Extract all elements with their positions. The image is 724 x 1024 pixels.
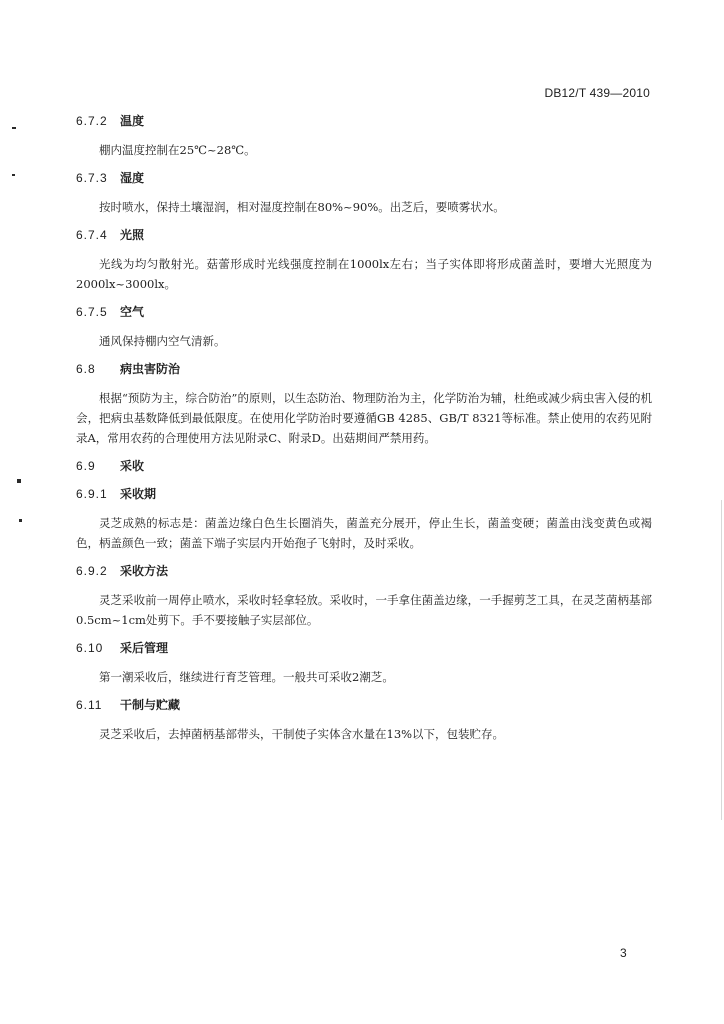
section-paragraph: 光线为均匀散射光。菇蕾形成时光线强度控制在1000lx左右；当子实体即将形成菌盖时，要增大光照度为2000lx~3000lx。: [76, 257, 652, 291]
section-paragraph: 第一潮采收后，继续进行育芝管理。一般共可采收2潮芝。: [99, 670, 394, 684]
section-number: 6.7.4: [76, 228, 108, 242]
section-title: 干制与贮藏: [120, 698, 181, 712]
section-number: 6.7.3: [76, 171, 108, 185]
section-paragraph: 通风保持棚内空气清新。: [99, 334, 226, 348]
section-heading: [76, 639, 652, 657]
section-title: 病虫害防治: [120, 362, 181, 376]
section-title: 采收: [120, 459, 145, 473]
section-number: 6.9.1: [76, 487, 108, 501]
section-number: 6.7.2: [76, 114, 108, 128]
scan-mark: [17, 479, 21, 483]
section-heading: [76, 112, 652, 130]
section-heading: [76, 226, 652, 244]
scan-edge-line: [721, 500, 722, 820]
section-title: 温度: [120, 114, 145, 128]
section-heading: [76, 562, 652, 580]
section-paragraph: 根据“预防为主，综合防治”的原则，以生态防治、物理防治为主，化学防治为辅，杜绝或减少病虫害入侵的机会，把病虫基数降低到最低限度。在使用化学防治时要遵循GB 4285、GB/T 8321等标准。禁止使用的农药见附录A，常用农药的合理使用方法见附录C、附录D。出菇期间严禁用药。: [76, 391, 652, 445]
section-paragraph: 按时喷水，保持土壤湿润，相对湿度控制在80%~90%。出芝后，要喷雾状水。: [99, 200, 505, 214]
section-number: 6.10: [76, 641, 104, 655]
section-number: 6.9: [76, 459, 96, 473]
section-heading: [76, 457, 652, 475]
section-heading: [76, 485, 652, 503]
document-body: [76, 112, 652, 753]
section-title: 采收期: [120, 487, 157, 501]
section-number: 6.9.2: [76, 564, 108, 578]
section-paragraph: 灵芝采收后，去掉菌柄基部带头，干制使子实体含水量在13%以下，包装贮存。: [99, 727, 505, 741]
section-number: 6.7.5: [76, 305, 108, 319]
section-paragraph: 灵芝成熟的标志是：菌盖边缘白色生长圈消失，菌盖充分展开，停止生长，菌盖变硬；菌盖由浅变黄色或褐色，柄盖颜色一致；菌盖下端子实层内开始孢子飞射时，及时采收。: [76, 516, 652, 550]
section-heading: [76, 696, 652, 714]
section-heading: [76, 169, 652, 187]
section-number: 6.11: [76, 698, 103, 712]
section-number: 6.8: [76, 362, 96, 376]
page-number: 3: [620, 946, 627, 960]
section-title: 采收方法: [120, 564, 169, 578]
section-paragraph: 棚内温度控制在25℃~28℃。: [99, 143, 256, 157]
scan-mark: [12, 174, 15, 176]
scan-mark: [12, 127, 16, 129]
document-code: DB12/T 439—2010: [544, 86, 650, 100]
section-heading: [76, 360, 652, 378]
section-heading: [76, 303, 652, 321]
scan-mark: [19, 519, 22, 522]
section-paragraph: 灵芝采收前一周停止喷水，采收时轻拿轻放。采收时，一手拿住菌盖边缘，一手握剪芝工具，在灵芝菌柄基部0.5cm~1cm处剪下。手不要接触子实层部位。: [76, 593, 652, 627]
section-title: 湿度: [120, 171, 145, 185]
section-title: 空气: [120, 305, 145, 319]
section-title: 光照: [120, 228, 145, 242]
section-title: 采后管理: [120, 641, 169, 655]
